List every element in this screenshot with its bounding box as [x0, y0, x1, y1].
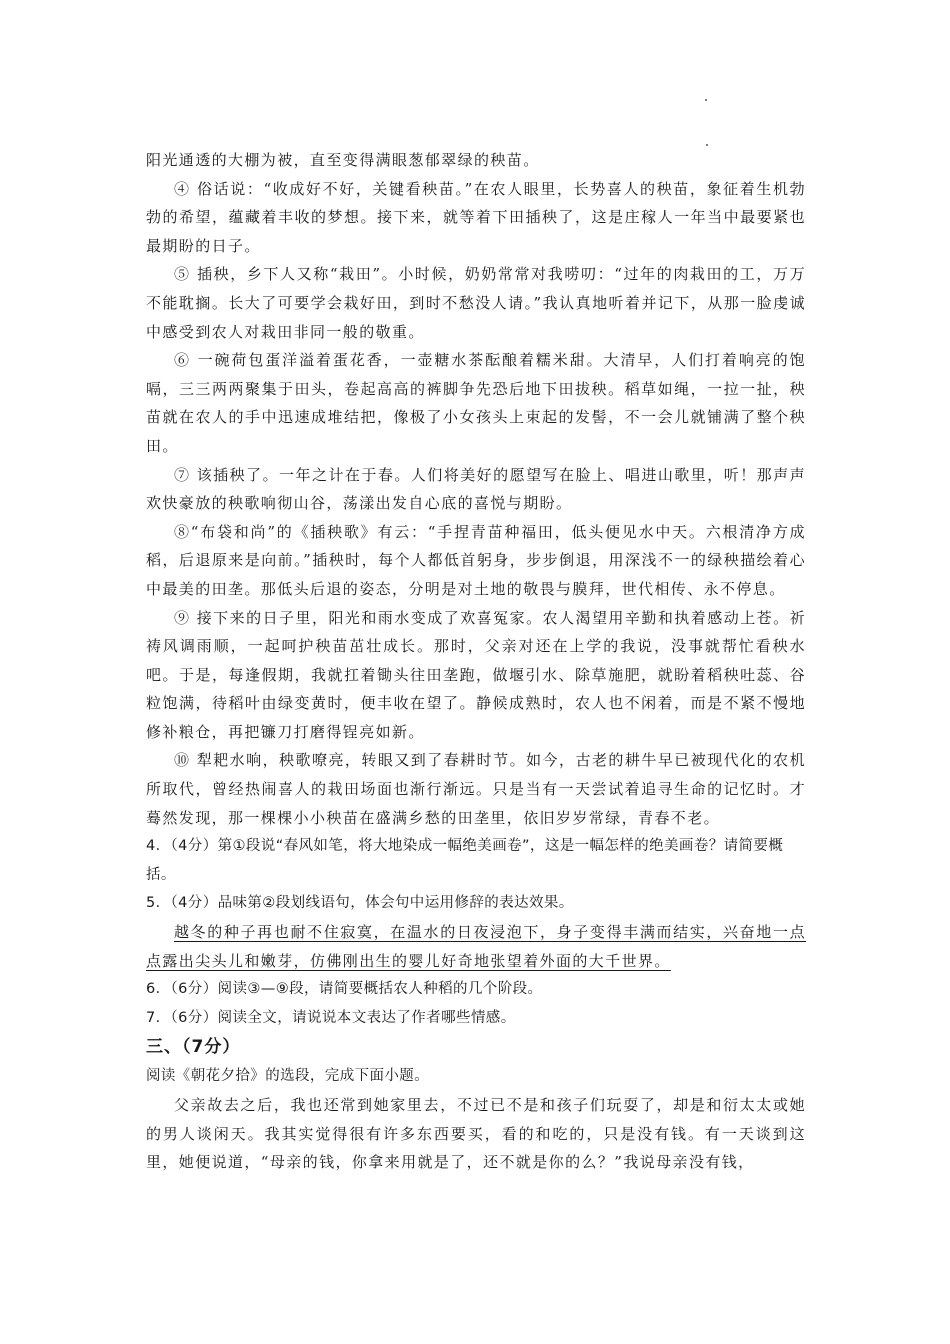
scan-speck-top — [705, 99, 707, 101]
question-6: 6．（6分）阅读③—⑨段，请简要概括农人种稻的几个阶段。 — [146, 981, 543, 998]
paragraph-9: ⑨ 接下来的日子里，阳光和雨水变成了欢喜冤家。农人渴望用辛勤和执着感动上苍。祈祷风调雨顺，一起呵护秧苗茁壮成长。那时，父亲对还在上学的我说，没事就帮忙看秧水吧。于是，每逢假期，我就扛着锄头往田垄跑，做堰引水、除草施肥，就盼着稻秧吐蕊、谷粒饱满，待稻叶由绿变黄时，便丰收在望了。静候成熟时，农人也不闲着，而是不紧不慢地修补粮仓，再把镰刀打磨得锃亮如新。 — [146, 608, 806, 741]
section-3-heading: 三、（7分） — [146, 1037, 241, 1058]
paragraph-4: ④ 俗话说：“收成好不好，关键看秧苗。”在农人眼里，长势喜人的秧苗，象征着生机勃勃的希望，蕴藏着丰收的梦想。接下来，就等着下田插秧了，这是庄稼人一年当中最要紧也最期盼的日子。 — [146, 179, 806, 255]
paragraph-10: ⑩ 犁耙水响，秧歌嘹亮，转眼又到了春耕时节。如今，古老的耕牛早已被现代化的农机所取代，曾经热闹喜人的栽田场面也渐行渐远。只是当有一天尝试着追寻生命的记忆时。才蓦然发现，那一棵棵小小秧苗在盛满乡愁的田垄里，依旧岁岁常绿，青春不老。 — [146, 751, 806, 827]
paragraph-8: ⑧“布袋和尚”的《插秧歌》有云：“手捏青苗种福田，低头便见水中天。六根清净方成稻，后退原来是向前。”插秧时，每个人都低首躬身，步步倒退，用深浅不一的绿秧描绘着心中最美的田垄。那低头后退的姿态，分明是对土地的敬畏与膜拜，世代相传、永不停息。 — [146, 522, 806, 598]
document-body — [146, 146, 806, 1177]
paragraph-5: ⑤ 插秧，乡下人又称“栽田”。小时候，奶奶常常对我唠叨：“过年的肉栽田的工，万万不能耽搁。长大了可要学会栽好田，到时不愁没人请。”我认真地听着并记下，从那一脸虔诚中感受到农人对栽田非同一般的敬重。 — [146, 265, 806, 341]
paragraph-3-tail: 阳光通透的大棚为被，直至变得满眼葱郁翠绿的秧苗。 — [146, 151, 540, 169]
question-5-underlined-quote: 越冬的种子再也耐不住寂寞，在温水的日夜浸泡下，身子变得丰满而结实，兴奋地一点点露出尖头儿和嫩芽，仿佛刚出生的婴儿好奇地张望着外面的大千世界。 — [146, 923, 806, 970]
section-3-intro: 阅读《朝花夕拾》的选段，完成下面小题。 — [146, 1068, 430, 1085]
paragraph-7: ⑦ 该插秧了。一年之计在于春。人们将美好的愿望写在脸上、唱进山歌里，听！那声声欢快豪放的秧歌响彻山谷，荡漾出发自心底的喜悦与期盼。 — [146, 465, 806, 513]
question-4: 4．（4分）第①段说“春风如笔，将大地染成一幅绝美画卷”，这是一幅怎样的绝美画卷？请简要概括。 — [146, 838, 784, 883]
question-5: 5．（4分）品味第②段划线语句，体会句中运用修辞的表达效果。 — [146, 895, 574, 912]
question-7: 7．（6分）阅读全文，请说说本文表达了作者哪些情感。 — [146, 1009, 516, 1026]
section-3-excerpt: 父亲故去之后，我也还常到她家里去，不过已不是和孩子们玩耍了，却是和衍太太或她的男人谈闲天。我其实觉得很有许多东西要买，看的和吃的，只是没有钱。有一天谈到这里，她便说道，“母亲的钱，你拿来用就是了，还不就是你的么？”我说母亲没有钱， — [146, 1096, 806, 1172]
paragraph-6: ⑥ 一碗荷包蛋洋溢着蛋花香，一壶糖水茶酝酿着糯米甜。大清早，人们打着响亮的饱嗝，三三两两聚集于田头，卷起高高的裤脚争先恐后地下田拔秧。稻草如绳，一拉一扯，秧苗就在农人的手中迅速成堆结把，像极了小女孩头上束起的发髻，不一会儿就铺满了整个秧田。 — [146, 351, 806, 455]
